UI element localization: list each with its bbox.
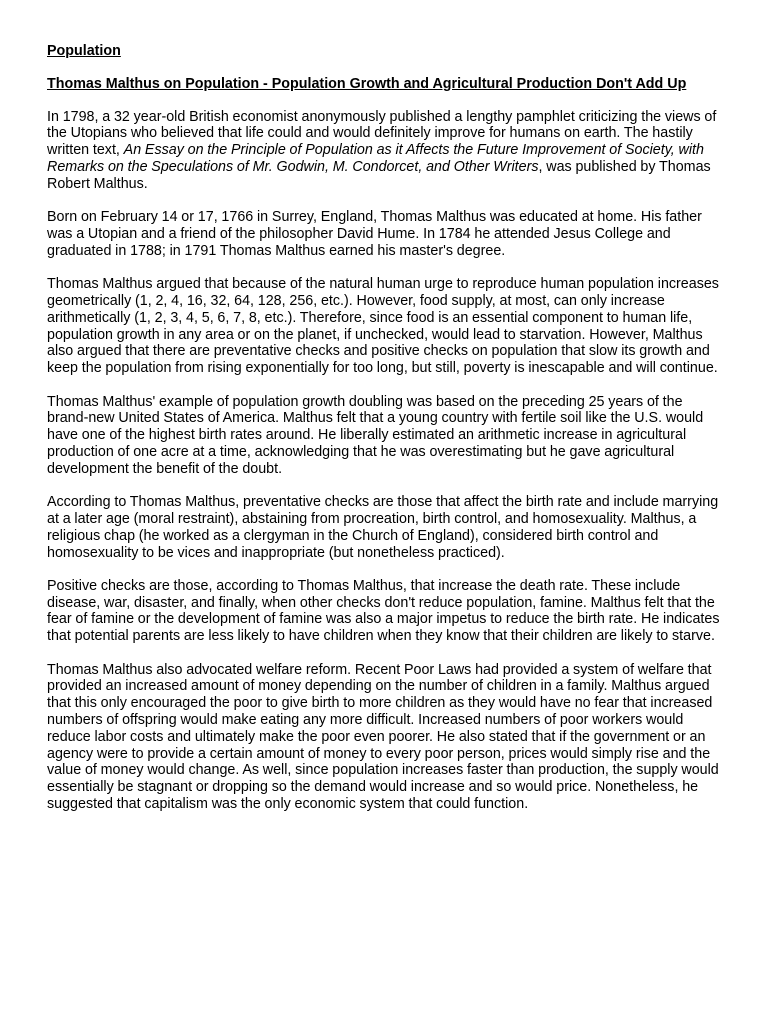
essay-title-italic: An Essay on the Principle of Population as it Affects the Future Improvement of Society, with Remarks on the Speculations of Mr. Godwin, M. Condorcet, and Other Writers — [47, 142, 704, 175]
paragraph-geometric-growth: Thomas Malthus argued that because of the natural human urge to reproduce human population increases geometrically (1, 2, 4, 16, 32, 64, 128, 256, etc.). However, food supply, at most, can only increase arithmetically (1, 2, 3, 4, 5, 6, 7, 8, etc.). Therefore, since food is an essential component to human life, population growth in any area or on the planet, if unchecked, would lead to starvation. However, Malthus also argued that there are preventative checks and positive checks on population that slow its growth and keep the population from rising exponentially for too long, but still, poverty is inescapable and will continue. — [47, 276, 719, 377]
intro-text-before: In 1798, a 32 year-old British economist anonymously published a lengthy pamphlet criticizing the views of the Utopians who believed that life could and would definitely improve for humans on earth. The hastily written text, — [47, 108, 717, 159]
paragraph-biography: Born on February 14 or 17, 1766 in Surrey, England, Thomas Malthus was educated at home. His father was a Utopian and a friend of the philosopher David Hume. In 1784 he attended Jesus College and graduated in 1788; in 1791 Thomas Malthus earned his master's degree. — [47, 209, 702, 259]
document-subtitle: Thomas Malthus on Population - Population Growth and Agricultural Production Don't Add Up — [47, 75, 687, 92]
paragraph-us-example: Thomas Malthus' example of population growth doubling was based on the preceding 25 years of the brand-new United States of America. Malthus felt that a young country with fertile soil like the U.S. would have one of the highest birth rates around. He liberally estimated an arithmetic increase in agricultural production of one acre at a time, acknowledging that he was overestimating but he gave agricultural development the benefit of the doubt. — [47, 393, 704, 477]
intro-text-after: , was published by Thomas Robert Malthus. — [47, 158, 711, 192]
document-page — [47, 43, 723, 829]
intro-paragraph — [47, 109, 723, 193]
paragraph-positive-checks: Positive checks are those, according to Thomas Malthus, that increase the death rate. These include disease, war, disaster, and finally, when other checks don't reduce population, famine. Malthus felt that the fear of famine or the development of famine was also a major impetus to reduce the birth rate. He indicates that potential parents are less likely to have children when they know that their children are likely to starve. — [47, 577, 720, 645]
paragraph-welfare-reform: Thomas Malthus also advocated welfare reform. Recent Poor Laws had provided a system of welfare that provided an increased amount of money depending on the number of children in a family. Malthus argued that this only encouraged the poor to give birth to more children as they would have no fear that increased numbers of offspring would make eating any more difficult. Increased numbers of poor workers would reduce labor costs and ultimately make the poor even poorer. He also stated that if the government or an agency were to provide a certain amount of money to every poor person, prices would simply rise and the value of money would change. As well, since population increases faster than production, the supply would essentially be stagnant or dropping so the demand would increase and so would price. Nonetheless, he suggested that capitalism was the only economic system that could function. — [47, 661, 719, 813]
paragraph-preventative-checks: According to Thomas Malthus, preventative checks are those that affect the birth rate and include marrying at a later age (moral restraint), abstaining from procreation, birth control, and homosexuality. Malthus, a religious chap (he worked as a clergyman in the Church of England), considered birth control and homosexuality to be vices and inappropriate (but nonetheless practiced). — [47, 494, 719, 561]
document-title: Population — [47, 43, 121, 59]
